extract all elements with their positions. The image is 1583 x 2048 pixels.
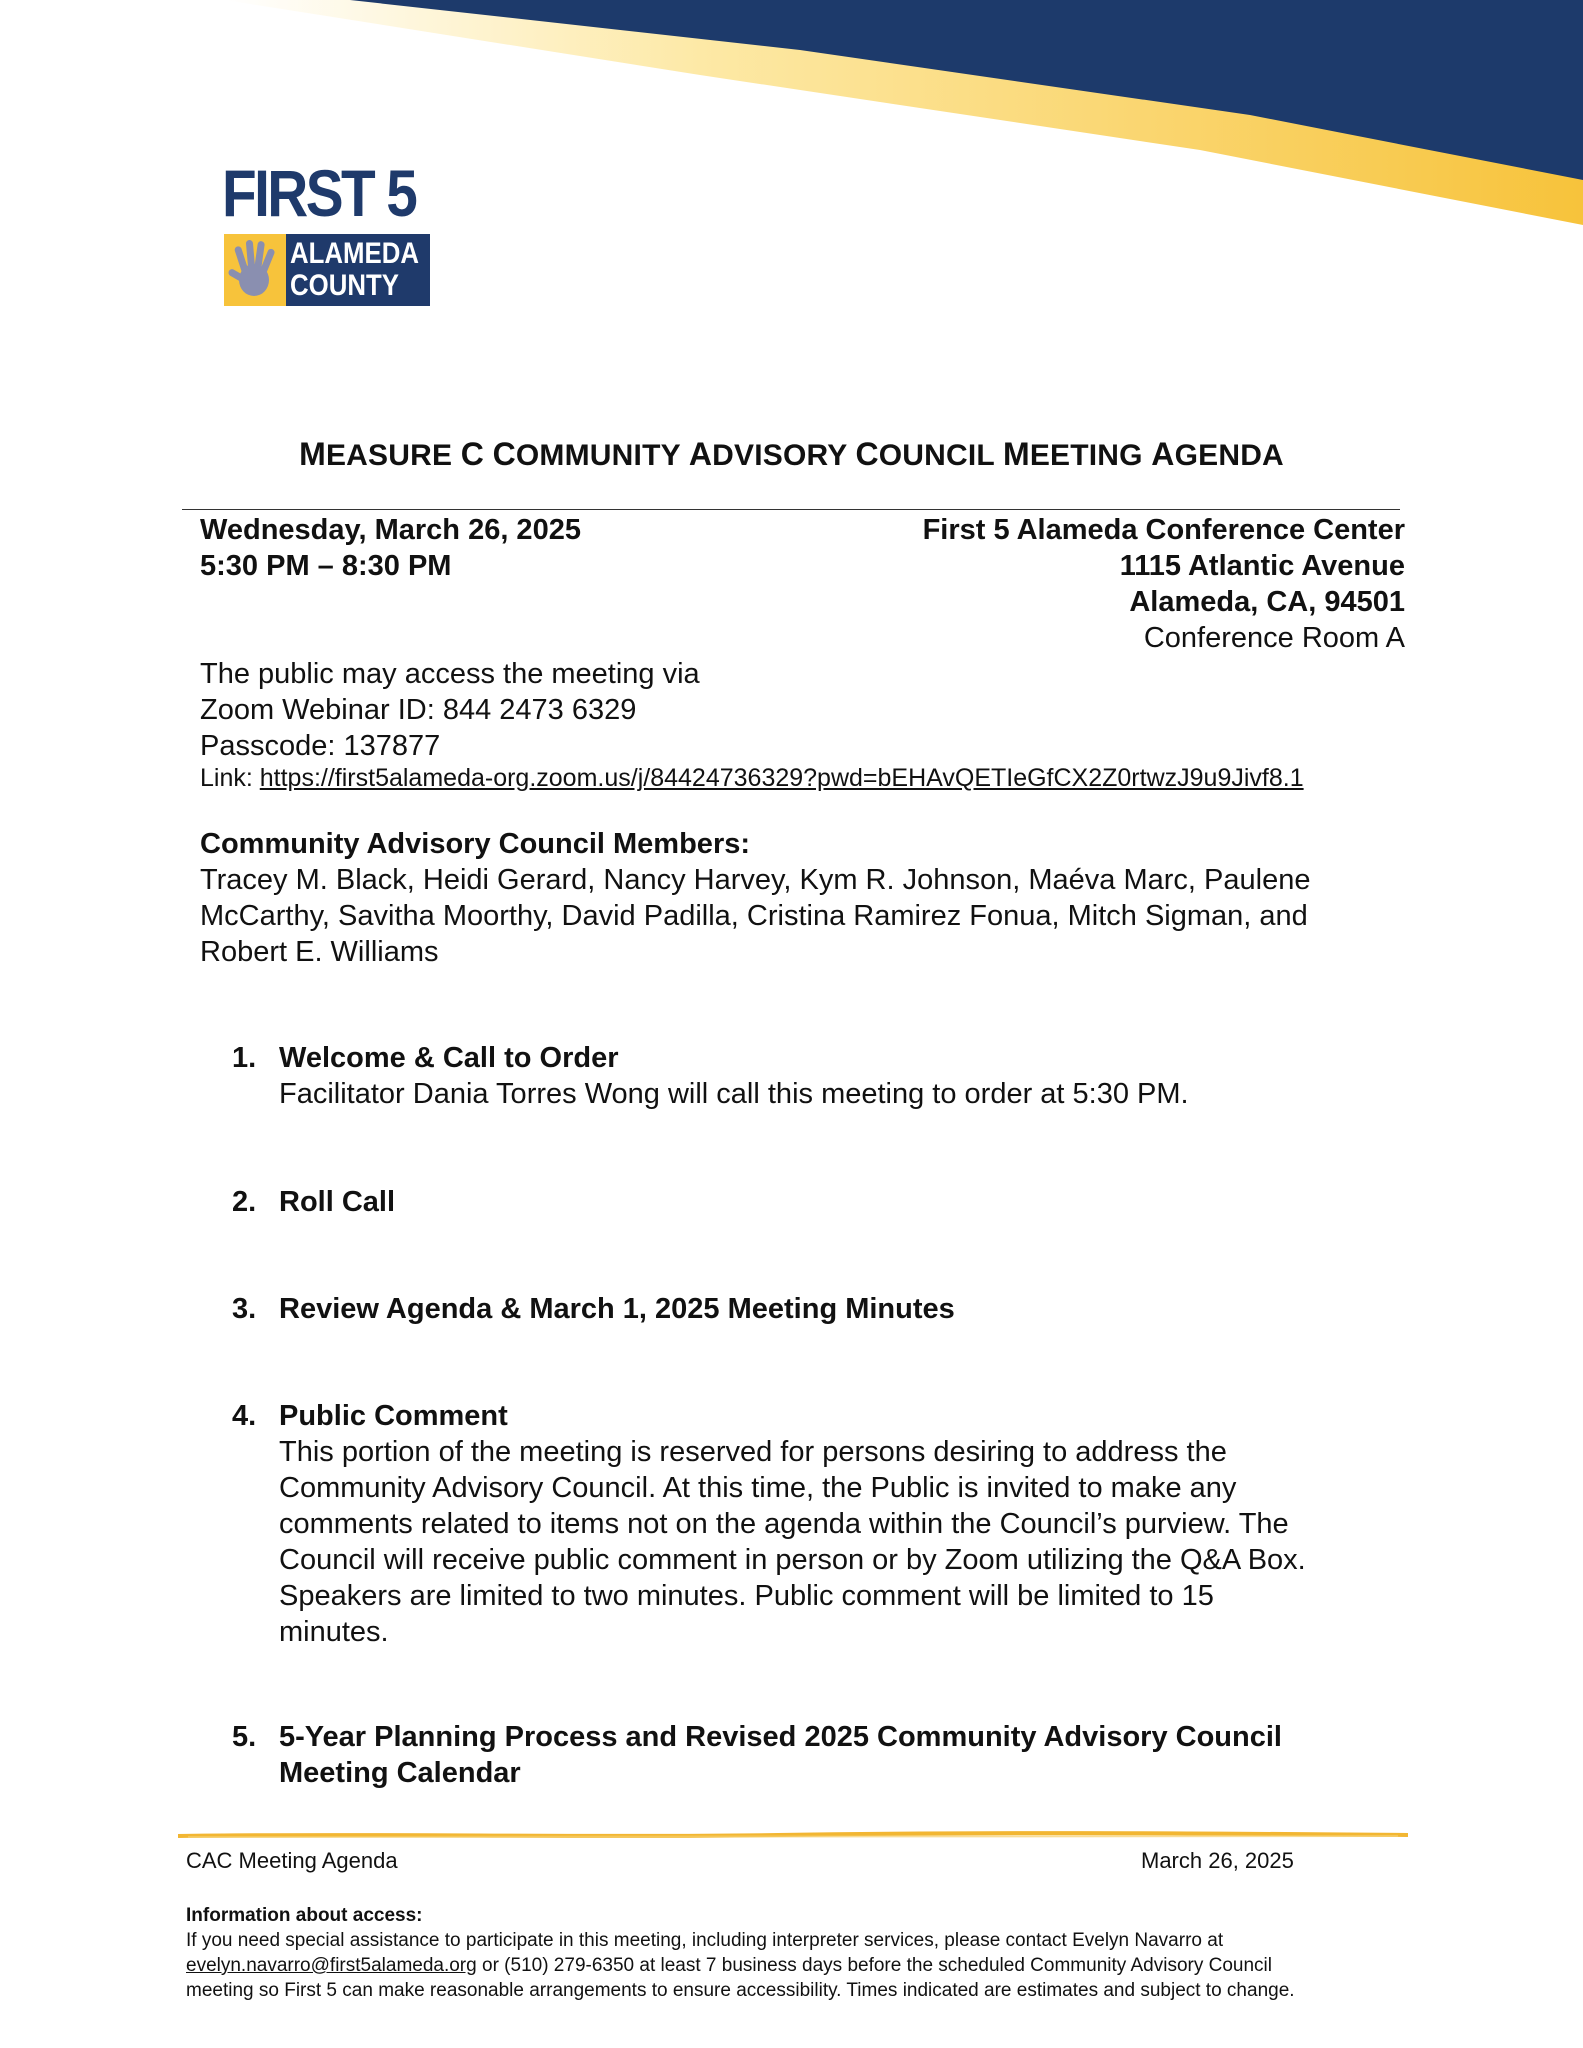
agenda-item-title: Public Comment — [279, 1400, 508, 1432]
access-info-line-3: meeting so First 5 can make reasonable arrangements to ensure accessibility. Times indicated are estimates and subject to change. — [186, 1980, 1295, 2001]
members-heading: Community Advisory Council Members: — [200, 828, 751, 860]
agenda-item-title: Roll Call — [279, 1186, 396, 1218]
agenda-item-title: Welcome & Call to Order — [279, 1042, 619, 1074]
access-info-line-2: evelyn.navarro@first5alameda.org or (510) 279-6350 at least 7 business days before the scheduled Community Advisory Council — [186, 1955, 1272, 1976]
members-line-2: McCarthy, Savitha Moorthy, David Padilla, Cristina Ramirez Fonua, Mitch Sigman, and — [200, 900, 1308, 932]
agenda-item-body: comments related to items not on the agenda within the Council’s purview. The — [279, 1508, 1289, 1540]
meeting-city: Alameda, CA, 94501 — [1129, 586, 1405, 618]
access-info-line-1: If you need special assistance to participate in this meeting, including interpreter services, please contact Evelyn Navarro at — [186, 1930, 1224, 1951]
agenda-item-title: Review Agenda & March 1, 2025 Meeting Minutes — [279, 1293, 955, 1325]
hand-icon — [224, 234, 286, 306]
meeting-street: 1115 Atlantic Avenue — [1119, 550, 1405, 582]
agenda-item-body: minutes. — [279, 1616, 389, 1648]
meeting-room: Conference Room A — [1143, 622, 1405, 654]
first5-logo — [222, 156, 432, 308]
members-line-1: Tracey M. Black, Heidi Gerard, Nancy Harvey, Kym R. Johnson, Maéva Marc, Paulene — [200, 864, 1311, 896]
zoom-link[interactable]: https://first5alameda-org.zoom.us/j/84424736329?pwd=bEHAvQETIeGfCX2Z0rtwzJ9u9Jivf8.1 — [259, 764, 1304, 792]
page-title: MEASURE C COMMUNITY ADVISORY COUNCIL MEETING AGENDA — [299, 436, 1284, 472]
logo-wordmark: FIRST 5 — [222, 156, 416, 230]
agenda-item-body: Speakers are limited to two minutes. Public comment will be limited to 15 — [279, 1580, 1214, 1612]
meeting-venue: First 5 Alameda Conference Center — [922, 514, 1405, 546]
logo-badge — [224, 234, 430, 306]
footer-divider — [178, 1830, 1408, 1840]
zoom-link-label: Link: — [200, 764, 260, 792]
zoom-link-row — [200, 764, 1304, 793]
agenda-item-body: Community Advisory Council. At this time, the Public is invited to make any — [279, 1472, 1237, 1504]
zoom-passcode: Passcode: 137877 — [200, 730, 441, 762]
meeting-date: Wednesday, March 26, 2025 — [200, 514, 581, 546]
members-line-3: Robert E. Williams — [200, 936, 439, 968]
contact-email-link[interactable]: evelyn.navarro@first5alameda.org — [186, 1955, 477, 1976]
logo-alameda: ALAMEDA — [290, 237, 419, 270]
zoom-webinar-id: Zoom Webinar ID: 844 2473 6329 — [200, 694, 637, 726]
footer-doc-name: CAC Meeting Agenda — [186, 1848, 398, 1873]
agenda-item-body: Facilitator Dania Torres Wong will call this meeting to order at 5:30 PM. — [279, 1078, 1189, 1110]
title-divider — [182, 509, 1400, 510]
logo-county: COUNTY — [290, 269, 399, 302]
access-intro: The public may access the meeting via — [200, 658, 700, 690]
meeting-time: 5:30 PM – 8:30 PM — [200, 550, 452, 582]
footer-date: March 26, 2025 — [1141, 1848, 1294, 1873]
agenda-item-title-cont: Meeting Calendar — [279, 1757, 521, 1789]
agenda-item-body: Council will receive public comment in person or by Zoom utilizing the Q&A Box. — [279, 1544, 1306, 1576]
agenda-item-title: 5-Year Planning Process and Revised 2025 Community Advisory Council — [279, 1721, 1282, 1753]
agenda-item-body: This portion of the meeting is reserved for persons desiring to address the — [279, 1436, 1227, 1468]
access-info-heading: Information about access: — [186, 1905, 423, 1926]
